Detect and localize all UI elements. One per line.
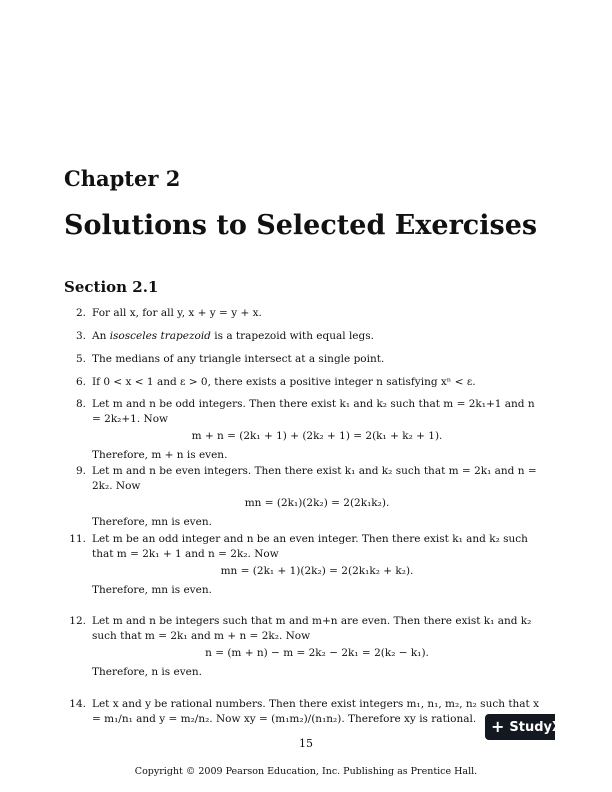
exercise-text: Let m be an odd integer and n be an even integer. Then there exist k₁ and k₂ such that m = 2k₁ + 1 and n = 2k₂. Now — [92, 533, 528, 560]
plus-icon: + — [491, 717, 505, 736]
exercise-text: Let x and y be rational numbers. Then there exist integers m₁, n₁, m₂, n₂ such that x = m₁/n₁ and y = m₂/n₂. Now xy = (m₁m₂)/(n₁n₂). Therefore xy is rational. — [92, 698, 540, 725]
exercise-text: An — [92, 330, 110, 342]
section-heading: Section 2.1 — [64, 278, 159, 296]
exercise-number: 11. — [69, 533, 86, 545]
exercise-number: 14. — [69, 698, 86, 710]
exercise-number: 6. — [75, 376, 86, 388]
studyx-badge[interactable] — [485, 714, 563, 740]
page-number: 15 — [299, 737, 313, 750]
exercise-item — [75, 397, 542, 463]
exercise-number: 9. — [75, 465, 86, 477]
display-equation: m + n = (2k₁ + 1) + (2k₂ + 1) = 2(k₁ + k₂ + 1). — [191, 430, 443, 442]
studyx-label: StudyX — [509, 720, 563, 735]
exercise-text: Let m and n be integers such that m and m+n are even. Then there exist k₁ and k₂ such that m = 2k₁ and m + n = 2k₂. Now — [92, 615, 532, 642]
exercise-item — [75, 375, 542, 390]
exercise-text: Let m and n be odd integers. Then there exist k₁ and k₂ such that m = 2k₁+1 and n = 2k₂+1. Now — [92, 398, 535, 425]
exercise-number: 2. — [75, 307, 86, 319]
chapter-heading: Chapter 2 — [64, 166, 181, 191]
exercise-conclusion: Therefore, n is even. — [92, 666, 202, 678]
exercise-conclusion: Therefore, mn is even. — [92, 516, 212, 528]
exercise-item — [75, 352, 542, 367]
exercise-term: isosceles trapezoid — [109, 330, 211, 342]
exercise-text: The medians of any triangle intersect at a single point. — [92, 353, 385, 365]
exercise-text: If 0 < x < 1 and ε > 0, there exists a positive integer n satisfying xⁿ < ε. — [92, 376, 476, 388]
exercise-item — [69, 614, 542, 680]
display-equation: mn = (2k₁)(2k₂) = 2(2k₁k₂). — [244, 497, 390, 509]
exercise-item — [75, 306, 542, 321]
display-equation: n = (m + n) − m = 2k₂ − 2k₁ = 2(k₂ − k₁). — [205, 647, 429, 659]
exercise-number: 8. — [75, 398, 86, 410]
exercise-number: 5. — [75, 353, 86, 365]
exercise-text: is a trapezoid with equal legs. — [210, 330, 374, 342]
exercise-item — [75, 464, 542, 530]
copyright-notice: Copyright © 2009 Pearson Education, Inc. Publishing as Prentice Hall. — [134, 766, 478, 777]
exercise-item — [75, 329, 542, 344]
exercise-conclusion: Therefore, mn is even. — [92, 584, 212, 596]
exercise-item — [69, 697, 542, 727]
exercise-item — [69, 532, 542, 598]
exercise-text: For all x, for all y, x + y = y + x. — [92, 307, 262, 319]
exercise-number: 12. — [69, 615, 86, 627]
exercise-number: 3. — [75, 330, 86, 342]
display-equation: mn = (2k₁ + 1)(2k₂) = 2(2k₁k₂ + k₂). — [220, 565, 414, 577]
page-title: Solutions to Selected Exercises — [64, 210, 538, 241]
exercise-conclusion: Therefore, m + n is even. — [92, 449, 228, 461]
exercise-text: Let m and n be even integers. Then there exist k₁ and k₂ such that m = 2k₁ and n = 2k₂. Now — [92, 465, 537, 492]
